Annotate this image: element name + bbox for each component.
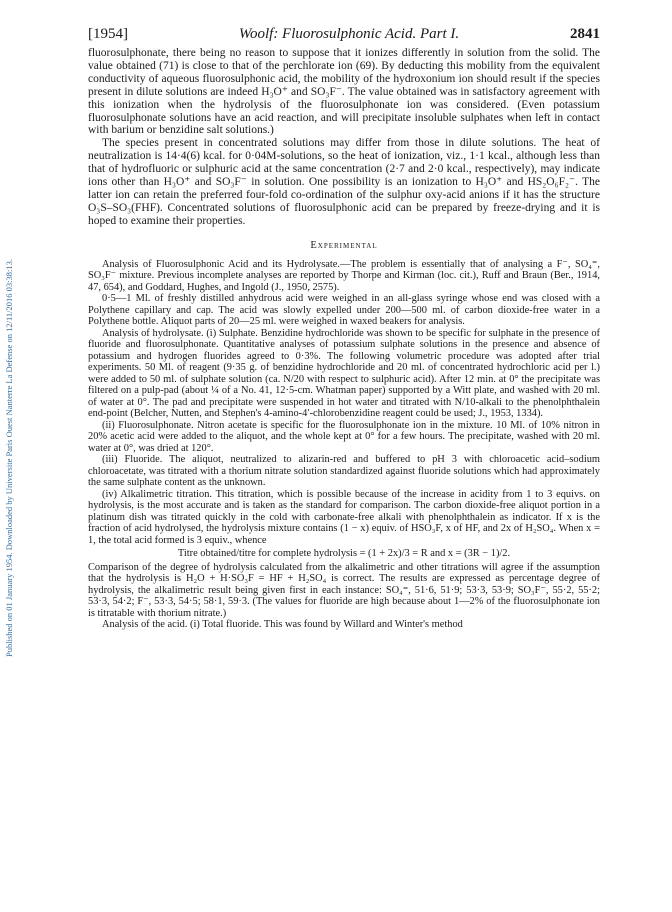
- section-heading: Experimental: [310, 239, 378, 251]
- paragraph: (iii) Fluoride. The aliquot, neutralized to alizarin-red and buffered to pH 3 with chloroacetic acid–sodium chloroacetate, was titrated with a thorium nitrate solution standardized against fluoride solutions which had approximately the same sulphate content as the unknown.: [88, 454, 600, 489]
- discussion-text: [88, 47, 600, 228]
- header-page-number: 2841: [570, 26, 600, 42]
- paragraph: Analysis of Fluorosulphonic Acid and its Hydrolysate.—The problem is essentially that of analysing a F⁻, SO₄⁼, SO₃F⁻ mixture. Previous incomplete analyses are reported by Thorpe and Kirman (loc. cit.), Ruff and Braun (Ber., 1914, 47, 654), and Goddard, Hughes, and Ingold (J., 1950, 2575).: [88, 258, 600, 293]
- paragraph: fluorosulphonate, there being no reason to suppose that it ionizes differently in solution from the solid. The value obtained (71) is close to that of the perchlorate ion (69). By deducting this mobility from the equivalent conductivity of aqueous fluorosulphonic acid, the mobility of the hydroxonium ion should result if the species present in dilute solutions are indeed H₃O⁺ and SO₃F⁻. The value obtained was in satisfactory agreement with this ionization when the hydrolysis of the fluorosulphonate ion was considered. (Even potassium fluorosulphonate solutions have an acid reaction, and will precipitate insoluble sulphates when left in contact with barium or benzidine salt solutions.): [88, 47, 600, 137]
- paragraph: (ii) Fluorosulphonate. Nitron acetate is specific for the fluorosulphonate ion in the mixture. 10 Ml. of 10% nitron in 20% acetic acid were added to the aliquot, and the whole kept at 0° for a few hours. The precipitate, washed with 20 ml. water at 0°, was dried at 120°.: [88, 419, 600, 454]
- paragraph: 0·5—1 Ml. of freshly distilled anhydrous acid were weighed in an all-glass syringe whose end was closed with a Polythene capillary and cap. The acid was slowly expelled under 200—500 ml. of carbon dioxide-free water in a Polythene bottle. Aliquot parts of 20—25 ml. were weighed in waxed beakers for analysis.: [88, 293, 600, 328]
- header-title: Woolf: Fluorosulphonic Acid. Part I.: [238, 26, 460, 42]
- equation: Titre obtained/titre for complete hydrolysis = (1 + 2x)/3 = R and x = (3R − 1)/2.: [177, 548, 511, 560]
- paragraph: Analysis of the acid. (i) Total fluoride. This was found by Willard and Winter's method: [102, 619, 463, 631]
- experimental-text: [88, 259, 600, 631]
- paragraph: The species present in concentrated solutions may differ from those in dilute solutions. The heat of neutralization is 14·4(6) kcal. for 0·04M-solutions, so the heat of ionization, viz., 1·1 kcal., although less than that of hydrofluoric or sulphuric acid at the same concentration (2·7 and 2·0 kcal., respectively), may indicate ions other than H₃O⁺ and SO₃F⁻ in solution. One possibility is an ionization to H₃O⁺ and HS₂O₆F₂⁻. The latter ion can retain the preferred four-fold co-ordination of the sulphur oxy-acid anions if it has the structure O₃S–SO₃(FHF). Concentrated solutions of fluorosulphonic acid can be prepared by freeze-drying and it is hoped to examine their properties.: [88, 137, 600, 227]
- download-note: Published on 01 January 1954. Downloaded by Universite Paris Ouest Nanterre La Defense on 12/11/2016 03:38:13.: [4, 259, 14, 657]
- paragraph: Comparison of the degree of hydrolysis calculated from the alkalimetric and other titrations will agree if the assumption that the hydrolysis is H₂O + H·SO₃F = HF + H₂SO₄ is correct. The results are expressed as percentage degree of hydrolysis, the alkalimetric result being given first in each instance: SO₄⁼, 51·6, 51·9; 53·3, 53·9; SO₃F⁻, 55·2, 55·2; 53·3, 54·2; F⁻, 53·3, 54·5; 58·1, 59·3. (The values for fluoride are high because about 1—2% of the fluorosulphonate ion is titratable with thorium nitrate.): [88, 561, 600, 619]
- paragraph: Analysis of hydrolysate. (i) Sulphate. Benzidine hydrochloride was shown to be specific for sulphate in the presence of fluoride and fluorosulphonate. Quantitative analyses of potassium sulphate solutions in the presence and absence of potassium and hydrogen fluorides agreed to 0·3%. The following volumetric procedure was adopted after trial experiments. 50 Ml. of reagent (9·35 g. of benzidine hydrochloride and 20 ml. of concentrated hydrochloric acid per l.) were added to 50 ml. of sulphate solution (ca. N/20 with respect to sulphuric acid). After 12 min. at 0° the precipitate was filtered on a pulp-pad (about ¼ of a No. 41, 12·5-cm. Whatman paper) supported by a Witt plate, and washed with 20 ml. of water at 0°. The pad and precipitate were suspended in hot water and titrated with N/10-alkali to the phenolphthalein end-point (Belcher, Nutten, and Stephen's 4-amino-4′-chlorobenzidine reagent could be used; J., 1953, 1334).: [88, 327, 600, 420]
- header-year: [1954]: [88, 26, 128, 42]
- download-watermark: [0, 0, 18, 912]
- running-head: [88, 26, 600, 43]
- paragraph: (iv) Alkalimetric titration. This titration, which is possible because of the increase in acidity from 1 to 3 equivs. on hydrolysis, is the most accurate and is taken as the standard for comparison. The carbon dioxide-free aliquot portion in a platinum dish was titrated quickly in the cold with carbonate-free alkali with phenolphthalein as indicator. If x is the fraction of acid hydrolysed, the hydrolysis mixture contains (1 − x) equiv. of HSO₃F, x of HF, and 2x of H₂SO₄. When x = 1, the total acid formed is 3 equiv., whence: [88, 488, 600, 546]
- paper-page: [88, 26, 600, 631]
